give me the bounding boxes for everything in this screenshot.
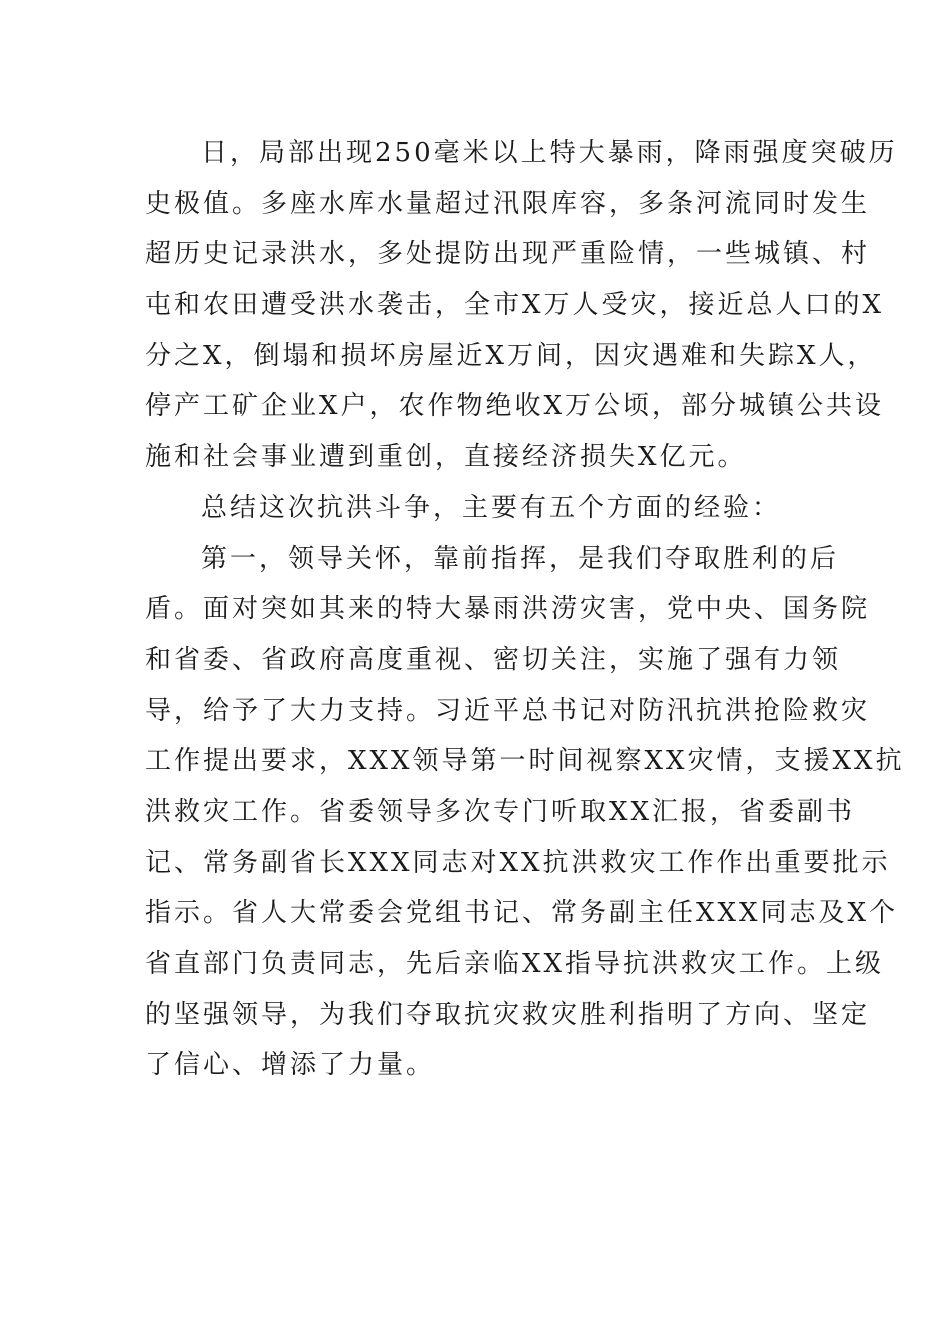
text-line: 记、常务副省长XXX同志对XX抗洪救灾工作作出重要批示 [145, 847, 891, 878]
text-line: 总结这次抗洪斗争，主要有五个方面的经验： [201, 492, 782, 523]
paragraph-experience-intro [145, 483, 813, 534]
text-line: 工作提出要求，XXX领导第一时间视察XX灾情，支援XX抗 [145, 746, 905, 777]
text-line: 第一，领导关怀，靠前指挥，是我们夺取胜利的后 [201, 543, 840, 574]
text-line: 和省委、省政府高度重视、密切关注，实施了强有力领 [145, 644, 842, 675]
text-line: 盾。面对突如其来的特大暴雨洪涝灾害，党中央、国务院 [145, 594, 871, 625]
paragraph-first-experience [145, 534, 905, 1092]
text-line: 屯和农田遭受洪水袭击，全市X万人受灾，接近总人口的X [145, 290, 885, 321]
text-line: 日，局部出现250毫米以上特大暴雨，降雨强度突破历 [201, 138, 898, 168]
text-line: 分之X，倒塌和损坏房屋近X万间，因灾遇难和失踪X人， [145, 340, 877, 371]
text-line: 了信心、增添了力量。 [145, 1050, 436, 1081]
text-line: 超历史记录洪水，多处提防出现严重险情，一些城镇、村 [145, 239, 871, 270]
text-line: 洪救灾工作。省委领导多次专门听取XX汇报，省委副书 [145, 796, 856, 827]
text-line: 停产工矿企业X户，农作物绝收X万公顷，部分城镇公共设 [145, 391, 885, 422]
text-line: 省直部门负责同志，先后亲临XX指导抗洪救灾工作。上级 [145, 949, 885, 979]
text-line: 的坚强领导，为我们夺取抗灾救灾胜利指明了方向、坚定 [145, 999, 871, 1030]
paragraph-disaster-summary [145, 128, 898, 483]
document-body [145, 128, 905, 1091]
text-line: 施和社会事业遭到重创，直接经济损失X亿元。 [145, 442, 747, 473]
text-line: 指示。省人大常委会党组书记、常务副主任XXX同志及X个 [145, 898, 899, 929]
text-line: 导，给予了大力支持。习近平总书记对防汛抗洪抢险救灾 [145, 695, 871, 726]
text-line: 史极值。多座水库水量超过汛限库容，多条河流同时发生 [145, 188, 871, 219]
